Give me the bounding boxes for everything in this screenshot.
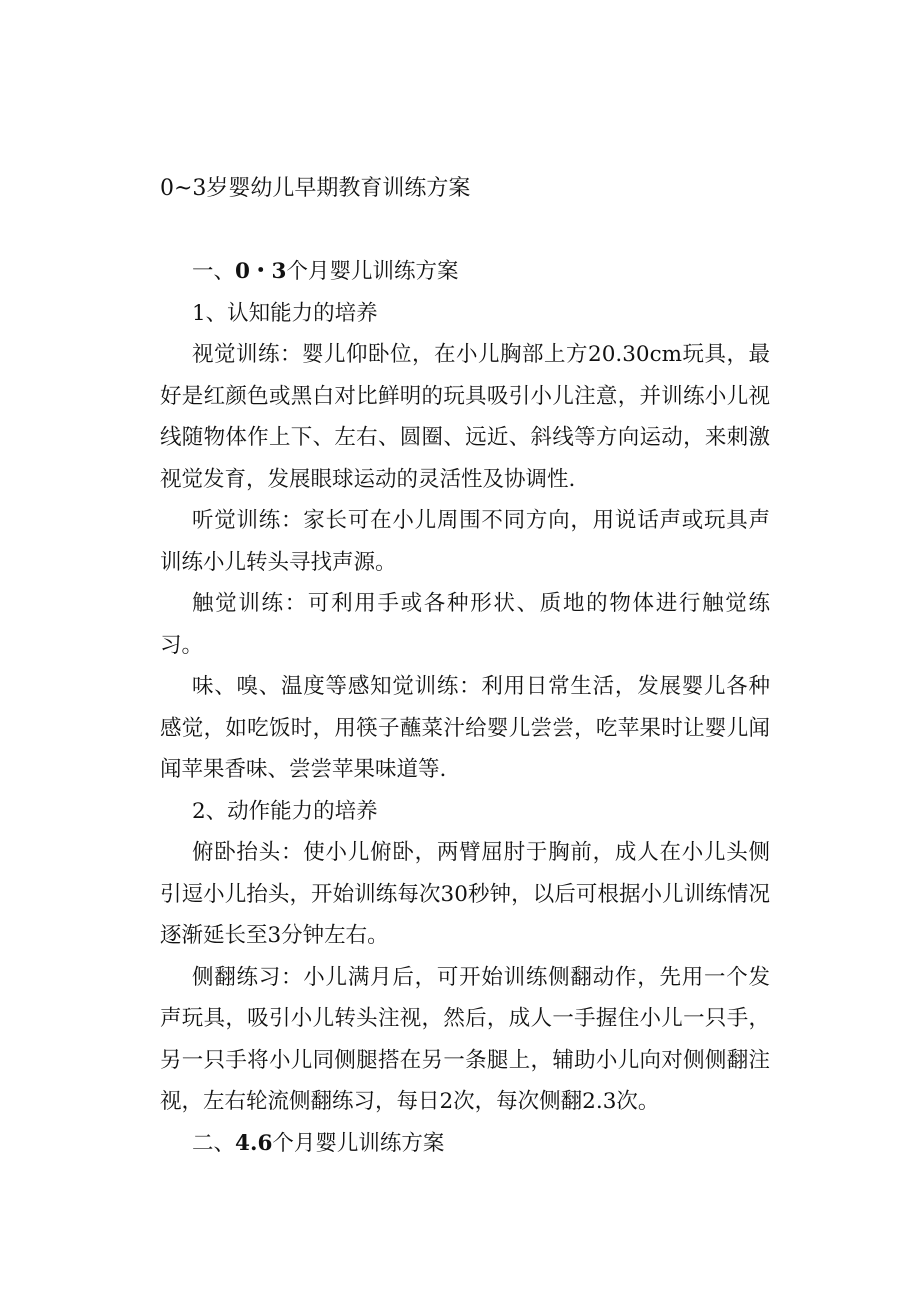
paragraph-prone-head-lift: 俯卧抬头：使小儿俯卧，两臂屈肘于胸前，成人在小儿头侧引逗小儿抬头，开始训练每次30秒钟，以后可根据小儿训练情况逐渐延长至3分钟左右。 — [160, 840, 770, 948]
subheading-motor: 2、动作能力的培养 — [192, 798, 378, 824]
document-title: 0~3岁婴幼儿早期教育训练方案 — [160, 176, 471, 201]
paragraph-visual-training: 视觉训练：婴儿仰卧位，在小儿胸部上方20.30cm玩具，最好是红颜色或黑白对比鲜明的玩具吸引小儿注意，并训练小儿视线随物体作上下、左右、圆圈、远近、斜线等方向运动，来刺激视觉发育，发展眼球运动的灵活性及协调性. — [160, 342, 770, 492]
section-heading-1 — [160, 251, 770, 293]
paragraph-taste-smell-training: 味、嗅、温度等感知觉训练：利用日常生活，发展婴儿各种感觉，如吃饭时，用筷子蘸菜汁给婴儿尝尝，吃苹果时让婴儿闻闻苹果香味、尝尝苹果味道等. — [160, 674, 770, 782]
section-heading-2 — [160, 1123, 770, 1165]
paragraph-touch-training: 触觉训练：可利用手或各种形状、质地的物体进行触觉练习。 — [160, 591, 770, 658]
section-heading-1-suffix: 个月婴儿训练方案 — [286, 259, 459, 284]
paragraph-side-roll: 侧翻练习：小儿满月后，可开始训练侧翻动作，先用一个发声玩具，吸引小儿转头注视，然后，成人一手握住小儿一只手，另一只手将小儿同侧腿搭在另一条腿上，辅助小儿向对侧侧翻注视，左右轮流侧翻练习，每日2次，每次侧翻2.3次。 — [160, 964, 770, 1114]
section-heading-1-range: 0・3 — [235, 259, 287, 284]
section-heading-1-prefix: 一、 — [192, 259, 236, 284]
paragraph-hearing-training: 听觉训练：家长可在小儿周围不同方向，用说话声或玩具声训练小儿转头寻找声源。 — [160, 508, 770, 575]
document-body — [160, 251, 770, 1164]
section-heading-2-suffix: 个月婴儿训练方案 — [272, 1130, 445, 1156]
section-heading-2-prefix: 二、 — [192, 1130, 236, 1156]
subheading-cognitive: 1、认知能力的培养 — [192, 300, 378, 326]
section-heading-2-range: 4.6 — [235, 1130, 273, 1156]
